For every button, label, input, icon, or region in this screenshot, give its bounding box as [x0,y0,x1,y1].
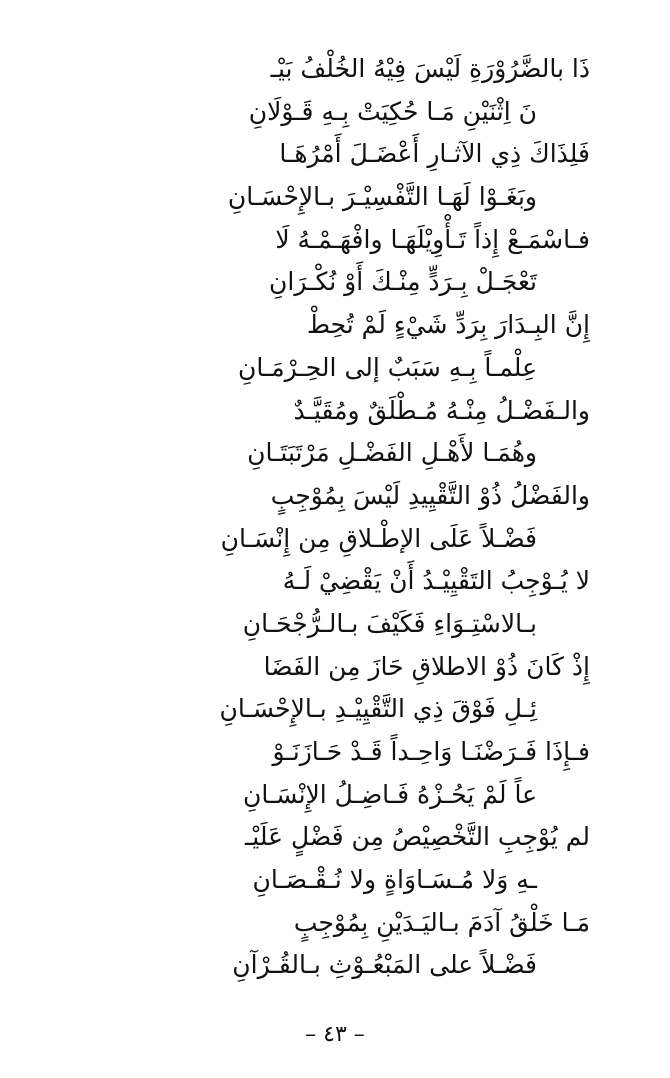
verse-second-hemistich: وبَغَـوْا لَهَـا التَّفْسِيْـرَ بـالإِحْسَـانِ [227,182,537,212]
verse-first-hemistich: فـإِذَا فَـرَضْنَـا وَاحِـداً قَـدْ حَـازَنَـوْ [272,737,590,766]
poem-body [95,48,595,987]
verse-second-hemistich: فَضْـلاً على المَبْعُـوْثِ بـالقُـرْآنِ [232,950,537,980]
verse-second-hemistich: ئِـلِ فَوْقَ ذِي التَّقْيِيْـدِ بـالإِحْسَـانِ [219,694,537,724]
page-number: – ٤٣ – [305,1022,365,1047]
verse-second-hemistich: بـالاسْتِـوَاءِ فَكَيْفَ بـالـرُّجْحَـانِ [242,608,537,638]
verse-second-hemistich: عاً لَمْ يَحُـزْهُ فَـاضِـلُ الإِنْسَـانِ [242,779,537,809]
verse-first-hemistich: مَـا خَلْقُ آدَمَ بـاليَـدَيْنِ بِمُوْجِبٍ [293,907,590,937]
verse-second-hemistich: نَ اِثْنَيْنِ مَـا حُكِيَتْ بِـهِ قَـوْلَانِ [248,96,537,126]
verse-first-hemistich: والفَضْلُ ذُوْ التَّقْيِيدِ لَيْسَ بِمُوْجِبٍ [270,480,590,510]
verse-second-hemistich: تَعْجَـلْ بِـرَدٍّ مِنْـكَ أَوْ نُكْـرَانِ [269,267,537,297]
verse-second-hemistich: ـهِ وَلا مُـسَـاوَاةٍ ولا نُـقْـصَـانِ [252,865,537,895]
verse-second-hemistich: عِلْمـاً بِـهِ سَبَبٌ إلى الحِـرْمَـانِ [237,352,537,382]
verse-first-hemistich: فَلِذَاكَ ذِي الآثـارِ أَعْضَـلَ أَمْرُهَـا [279,139,590,169]
verse-first-hemistich: إِذْ كَانَ ذُوْ الاطلاقِ حَازَ مِن الفَضَا [263,651,590,681]
verse-first-hemistich: لم يُوْجِبِ التَّخْصِيْصُ مِن فَضْلٍ عَلَيْـ [244,822,590,852]
verse-second-hemistich: فَضْـلاً عَلَى الإطْـلاقِ مِن إِنْسَـانِ [220,523,537,553]
verse-first-hemistich: ذَا بالضَّرُوْرَةِ لَيْسَ فِيْهُ الخُلْفُ بَيْـ [270,54,590,83]
verse-first-hemistich: والـفَضْـلُ مِنْـهُ مُـطْلَقٌ ومُقَيَّـدٌ [293,395,590,425]
verse-first-hemistich: فـاسْمَـعْ إِذاً تَـأْوِيْلَهَـا وافْهَـمْـهُ لَا [275,224,590,254]
verse-second-hemistich: وهُمَـا لأَهْـلِ الفَضْـلِ مَرْتَبَتَـانِ [247,438,537,468]
verse-first-hemistich: إِنَّ البِـدَارَ بِرَدِّ شَيْءٍ لَمْ تُحِطْ [306,310,590,340]
verse-first-hemistich: لا يُـوْجِبُ التَقْيِيْـدُ أَنْ يَقْضِيْ لَـهُ [282,566,590,596]
